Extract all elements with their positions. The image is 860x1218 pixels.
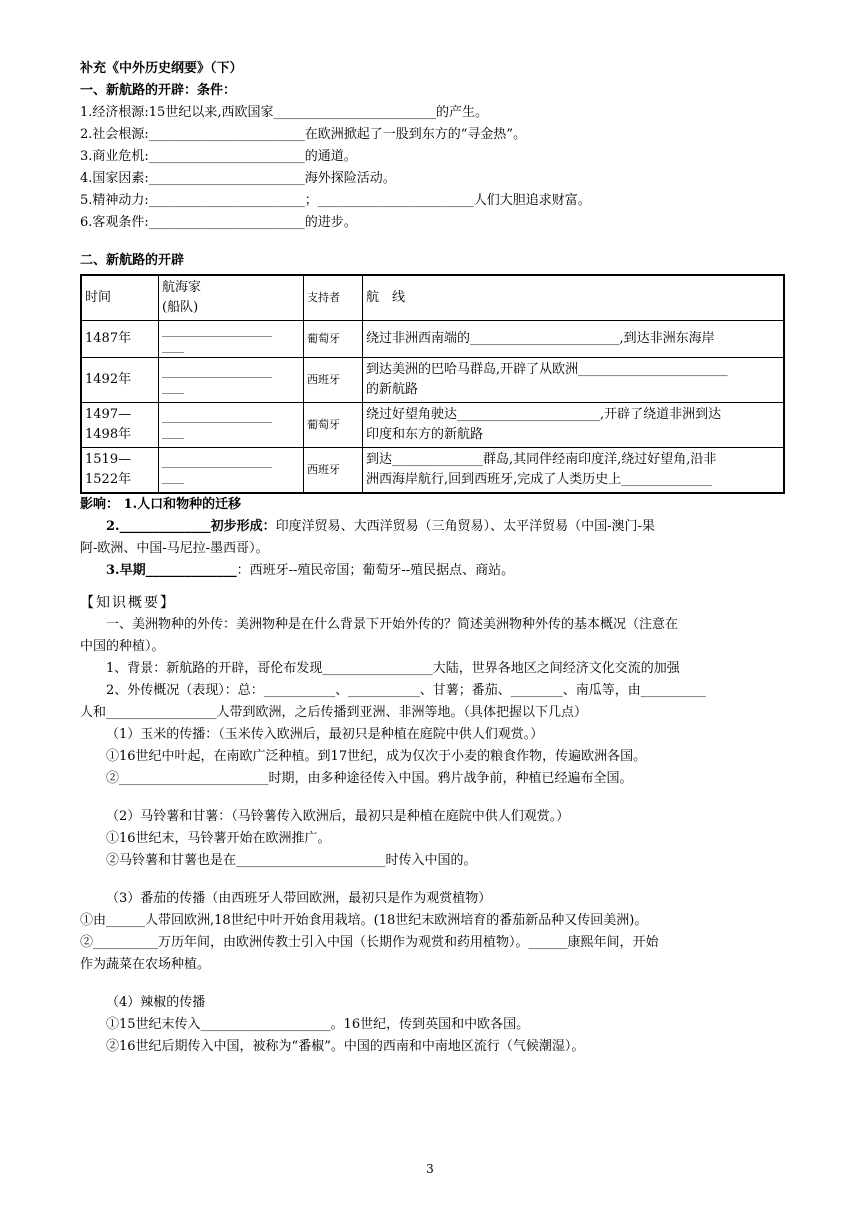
influence-line-1 — [80, 494, 785, 516]
overview-line: 2、外传概况（表现）：总：___________、___________、甘薯；番茄、________、南瓜等，由__________ — [106, 683, 706, 698]
table-row — [81, 358, 784, 403]
overview-line: 1、背景：新航路的开辟，哥伦布发现_________________大陆，世界各地区之间经济文化交流的加强 — [106, 661, 680, 676]
condition-line-3: 3.商业危机:________________________的通道。 — [80, 149, 357, 164]
condition-line-6: 6.客观条件:________________________的进步。 — [80, 215, 357, 230]
table-row — [81, 448, 784, 494]
row-navigator: ____________________ ____ — [159, 403, 304, 448]
table-row — [81, 403, 784, 448]
condition-line-1: 1.经济根源:15世纪以来,西欧国家_________________________的产生。 — [80, 105, 488, 120]
row-supporter: 西班牙 — [304, 448, 363, 494]
row-time: 1519— 1522年 — [81, 448, 159, 494]
row-route: 到达美洲的巴哈马群岛,开辟了从欧洲_______________________ 的新航路 — [363, 358, 785, 403]
influence-item-3-label: 3.早期______________ — [106, 563, 237, 578]
table-row — [81, 321, 784, 358]
table-header-row — [81, 275, 784, 321]
overview-line: （2）马铃薯和甘薯：（马铃薯传入欧洲后，最初只是种植在庭院中供人们观赏。） — [106, 809, 570, 824]
header-route: 航 线 — [363, 275, 785, 321]
row-route: 绕过好望角驶达______________________,开辟了绕道非洲到达 印度和东方的新航路 — [363, 403, 785, 448]
overview-line: 中国的种植）。 — [80, 639, 165, 654]
overview-line: 人和_________________人带到欧洲，之后传播到亚洲、非洲等地。（具体把握以下几点） — [80, 705, 588, 720]
row-navigator: ____________________ ____ — [159, 358, 304, 403]
condition-line-5: 5.精神动力:________________________；________________________人们大胆追求财富。 — [80, 193, 591, 208]
row-time: 1492年 — [81, 358, 159, 403]
overview-line: 作为蔬菜在农场种植。 — [80, 957, 211, 972]
overview-line: ①16世纪末，马铃薯开始在欧洲推广。 — [106, 831, 331, 846]
overview-line: ①15世纪末传入____________________。16世纪，传到英国和中欧各国。 — [106, 1017, 530, 1032]
row-route: 到达______________群岛,其同伴经南印度洋,绕过好望角,沿非 洲西海岸航行,回到西班牙,完成了人类历史上______________ — [363, 448, 785, 494]
influence-line-2-cont: 阿-欧洲、中国-马尼拉-墨西哥）。 — [80, 541, 269, 556]
header-supporter: 支持者 — [304, 275, 363, 321]
condition-line-4: 4.国家因素:________________________海外探险活动。 — [80, 171, 396, 186]
influence-item-3-text: ：西班牙--殖民帝国；葡萄牙--殖民据点、商站。 — [236, 563, 515, 578]
page-number: 3 — [426, 1162, 434, 1176]
condition-line-2: 2.社会根源:________________________在欧洲掀起了一股到东方的“寻金热”。 — [80, 127, 527, 142]
influence-label: 影响： — [80, 497, 120, 512]
header-time: 时间 — [81, 275, 159, 321]
row-time: 1487年 — [81, 321, 159, 358]
row-navigator: ____________________ ____ — [159, 448, 304, 494]
section2-heading: 二、新航路的开辟 — [80, 253, 185, 268]
row-route: 绕过非洲西南端的_______________________,到达非洲东海岸 — [363, 321, 785, 358]
overview-line: ②_______________________时期，由多种途径传入中国。鸦片战争前，种植已经遍布全国。 — [106, 771, 633, 786]
overview-line: 一、美洲物种的外传：美洲物种是在什么背景下开始外传的？简述美洲物种外传的基本概况（注意在 — [106, 617, 679, 632]
influence-line-2 — [80, 516, 785, 538]
row-time: 1497— 1498年 — [81, 403, 159, 448]
overview-line: ①由______人带回欧洲,18世纪中叶开始食用栽培。(18世纪末欧洲培育的番茄新品种又传回美洲)。 — [80, 913, 648, 928]
navigation-table — [80, 274, 785, 494]
influence-line-3 — [80, 560, 785, 582]
row-navigator: ____________________ ____ — [159, 321, 304, 358]
overview-line: （1）玉米的传播：（玉米传入欧洲后，最初只是种植在庭院中供人们观赏。） — [106, 727, 544, 742]
header-navigator: 航海家 (船队) — [159, 275, 304, 321]
section1-heading: 一、新航路的开辟：条件： — [80, 83, 237, 98]
overview-line: ②__________万历年间，由欧洲传教士引入中国（长期作为观赏和药用植物）。______康熙年间，开始 — [80, 935, 659, 950]
overview-line: （4）辣椒的传播 — [106, 995, 206, 1010]
overview-title: 【知识概要】 — [80, 595, 176, 611]
influence-item-2-label: 2.______________初步形成： — [106, 519, 276, 534]
row-supporter: 葡萄牙 — [304, 321, 363, 358]
influence-item-2-text: 印度洋贸易、大西洋贸易（三角贸易）、太平洋贸易（中国-澳门-果 — [275, 519, 655, 534]
overview-line: ②16世纪后期传入中国，被称为“番椒”。中国的西南和中南地区流行（气候潮湿）。 — [106, 1039, 585, 1054]
document-page — [80, 58, 785, 1058]
influence-item-1: 1.人口和物种的迁移 — [123, 497, 242, 512]
row-supporter: 葡萄牙 — [304, 403, 363, 448]
overview-line: （3）番茄的传播（由西班牙人带回欧洲，最初只是作为观赏植物） — [106, 891, 492, 906]
row-supporter: 西班牙 — [304, 358, 363, 403]
document-title: 补充《中外历史纲要》（下） — [80, 61, 243, 76]
overview-line: ②马铃薯和甘薯也是在_______________________时传入中国的。 — [106, 853, 477, 868]
overview-line: ①16世纪中叶起，在南欧广泛种植。到17世纪，成为仅次于小麦的粮食作物，传遍欧洲各国。 — [106, 749, 647, 764]
